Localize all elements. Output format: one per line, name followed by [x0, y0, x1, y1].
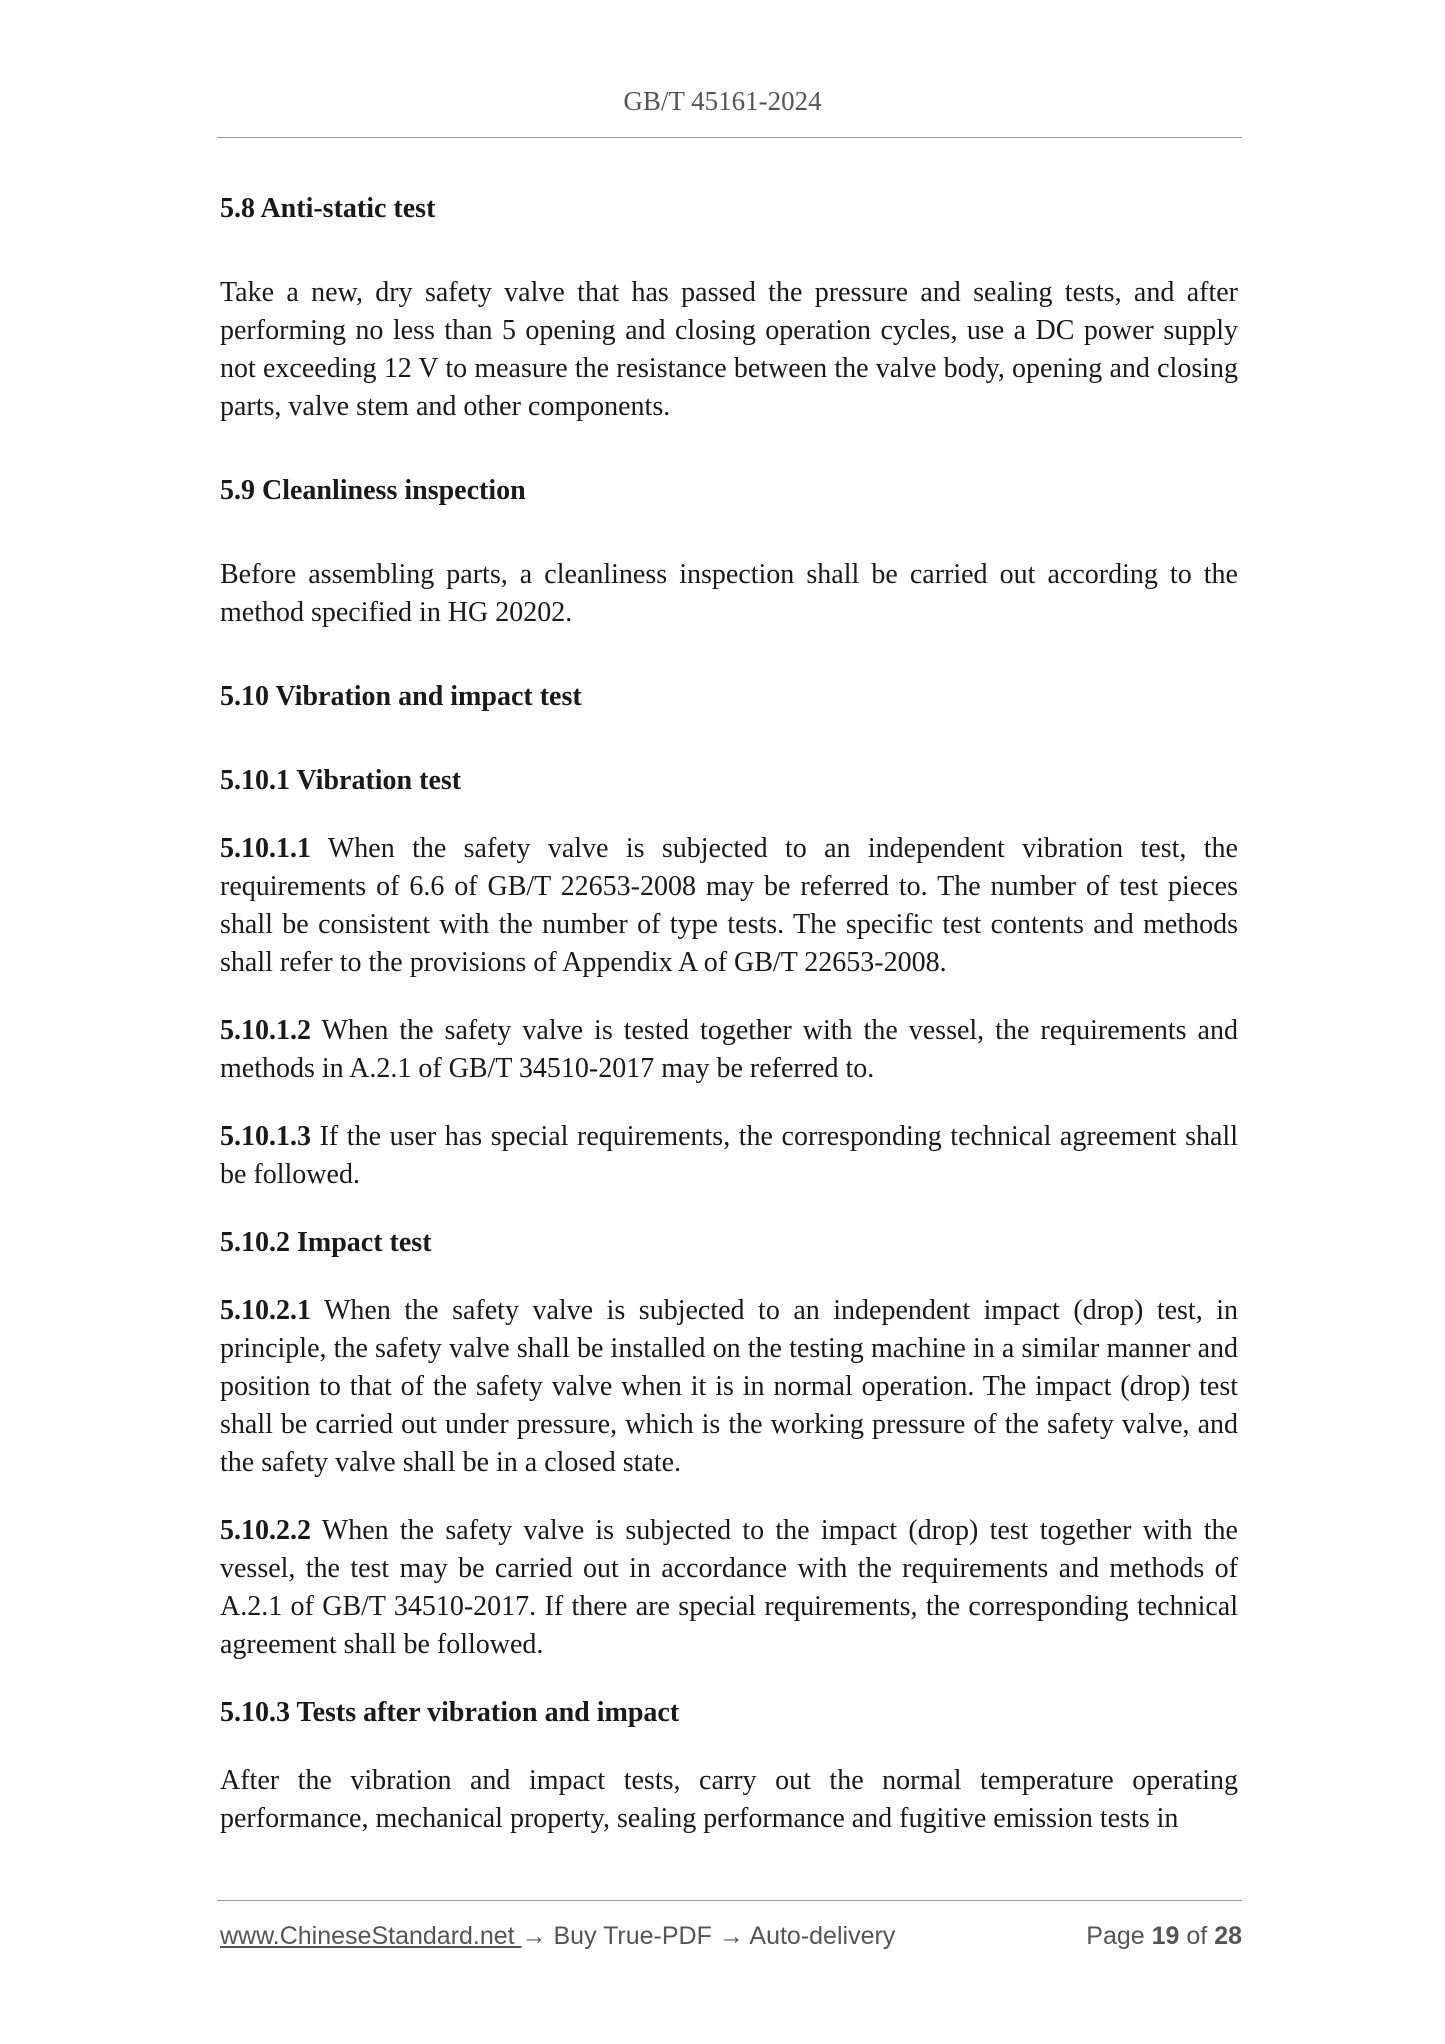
clause-5-10-1-3 [220, 1118, 1238, 1194]
of-label: of [1179, 1922, 1215, 1950]
clause-text: When the safety valve is subjected to the impact (drop) test together with the vessel, the test may be carried out in accordance with the requirements and methods of A.2.1 of GB/T 34510-2017. If there are special requirements, the corresponding technical agreement shall be followed. [220, 1515, 1238, 1660]
clause-number: 5.10.2.2 [220, 1515, 311, 1546]
clause-5-10-2-2 [220, 1512, 1238, 1664]
document-body [220, 190, 1238, 1838]
clause-text: When the safety valve is subjected to an independent vibration test, the requirements of 6.6 of GB/T 22653-2008 may be referred to. The number of test pieces shall be consistent with the number of type tests. The specific test contents and methods shall refer to the provisions of Appendix A of GB/T 22653-2008. [220, 833, 1238, 978]
heading-5-10-3: 5.10.3 Tests after vibration and impact [220, 1697, 680, 1728]
paragraph-5-10-3: After the vibration and impact tests, carry out the normal temperature operating performance, mechanical property, sealing performance and fugitive emission tests in [220, 1765, 1238, 1834]
footer-divider [217, 1900, 1242, 1901]
clause-text: When the safety valve is subjected to an independent impact (drop) test, in principle, the safety valve shall be installed on the testing machine in a similar manner and position to that of the safety valve when it is in normal operation. The impact (drop) test shall be carried out under pressure, which is the working pressure of the safety valve, and the safety valve shall be in a closed state. [220, 1295, 1238, 1478]
heading-5-8: 5.8 Anti-static test [220, 193, 436, 224]
page-label: Page [1086, 1922, 1152, 1950]
arrow-right-icon: → [521, 1922, 547, 1950]
arrow-right-icon: → [718, 1922, 744, 1950]
page-number: 19 [1151, 1922, 1180, 1950]
clause-5-10-1-1 [220, 830, 1238, 982]
document-header: GB/T 45161-2024 [623, 86, 822, 116]
paragraph-5-9: Before assembling parts, a cleanliness inspection shall be carried out according to the method specified in HG 20202. [220, 559, 1238, 628]
auto-delivery-text: Auto-delivery [743, 1922, 896, 1950]
page-indicator [1086, 1922, 1242, 1951]
clause-text: When the safety valve is tested together with the vessel, the requirements and methods in A.2.1 of GB/T 34510-2017 may be referred to. [220, 1015, 1238, 1084]
clause-number: 5.10.1.1 [220, 833, 311, 864]
clause-number: 5.10.1.2 [220, 1015, 311, 1046]
clause-5-10-2-1 [220, 1292, 1238, 1482]
header-divider [217, 137, 1242, 138]
total-pages: 28 [1214, 1922, 1242, 1950]
paragraph-5-8: Take a new, dry safety valve that has passed the pressure and sealing tests, and after performing no less than 5 opening and closing operation cycles, use a DC power supply not exceeding 12 V to measure the resistance between the valve body, opening and closing parts, valve stem and other components. [220, 277, 1238, 422]
heading-5-10-1: 5.10.1 Vibration test [220, 765, 462, 796]
buy-pdf-text: Buy True-PDF [546, 1922, 719, 1950]
heading-5-10-2: 5.10.2 Impact test [220, 1227, 432, 1258]
clause-text: If the user has special requirements, the corresponding technical agreement shall be followed. [220, 1121, 1238, 1190]
website-link[interactable]: www.ChineseStandard.net [220, 1922, 522, 1950]
clause-number: 5.10.2.1 [220, 1295, 311, 1326]
footer-promo [220, 1922, 895, 1951]
clause-5-10-1-2 [220, 1012, 1238, 1088]
clause-number: 5.10.1.3 [220, 1121, 311, 1152]
heading-5-9: 5.9 Cleanliness inspection [220, 475, 526, 506]
heading-5-10: 5.10 Vibration and impact test [220, 681, 582, 712]
